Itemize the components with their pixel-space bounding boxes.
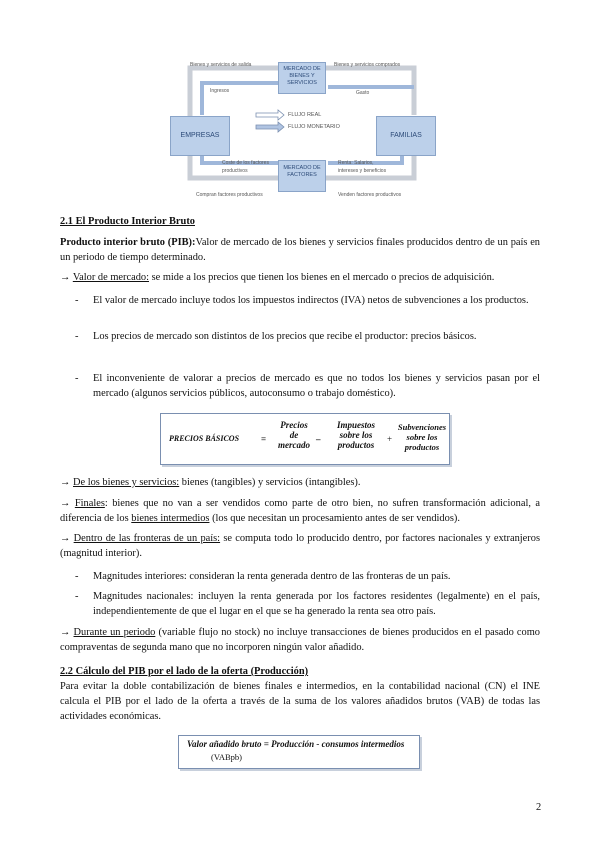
- goods-services-line: [60, 475, 540, 490]
- firms-label: EMPRESAS: [180, 132, 220, 139]
- bullet-text: El valor de mercado incluye todos los impuestos indirectos (IVA) netos de subvenciones a los productos.: [93, 295, 529, 306]
- label-spending: Gasto: [356, 90, 370, 96]
- label-buy-factors: Compran factores productivos: [196, 192, 263, 198]
- page-number: 2: [536, 802, 542, 813]
- pib-term: Producto interior bruto (PIB):: [60, 237, 196, 248]
- formula-text: mercado: [278, 440, 310, 450]
- formula-term-subsidies: [395, 422, 449, 452]
- bullet-text: Los precios de mercado son distintos de los precios que recibe el productor: precios básicos.: [93, 331, 477, 342]
- formula-minus: –: [316, 434, 321, 444]
- arrow-icon: →: [60, 498, 71, 509]
- goods-services-text: bienes (tangibles) y servicios (intangibles).: [179, 477, 361, 488]
- intermediate-goods-term: bienes intermedios: [131, 513, 210, 524]
- legend-monetary-flow: FLUJO MONETARIO: [288, 124, 340, 130]
- label-income: Ingresos: [210, 88, 230, 94]
- label-rent-1: Renta: Salarios,: [338, 160, 374, 166]
- formula-text: Precios: [280, 420, 308, 430]
- formula-text: Impuestos: [336, 420, 375, 430]
- formula-plus: +: [387, 434, 393, 444]
- label-top-left: Bienes y servicios de salida: [190, 62, 252, 68]
- bullet-item: [75, 293, 540, 308]
- section-2-2-paragraph: Para evitar la doble contabilización de bienes finales e intermedios, en la contabilidad nacional (CN) el INE calcula el PIB por el lado de la oferta a través de la suma de los valores añadidos brutos (VAB) de todas las actividades económicas.: [60, 681, 540, 722]
- bullet-item: [75, 329, 540, 344]
- factor-market-box: [278, 160, 326, 192]
- legend-real-flow: FLUJO REAL: [288, 112, 322, 118]
- formula-text: productos: [337, 440, 375, 450]
- final-goods-text: : bienes que no van a ser vendidos como parte de otro bien, no sufren transformación adicional, a diferencia de los: [60, 498, 540, 524]
- borders-label: Dentro de las fronteras de un país:: [73, 533, 221, 544]
- bullet-item: [75, 371, 540, 399]
- dash-marker: -: [75, 571, 79, 582]
- arrow-icon: →: [60, 477, 71, 488]
- vab-formula-line: Valor añadido bruto = Producción - consumos intermedios: [187, 739, 405, 749]
- period-para: [60, 625, 540, 655]
- market-value-text: se mide a los precios que tienen los bienes en el mercado o precios de adquisición.: [148, 272, 495, 283]
- section-2-2-heading-text: 2.2 Cálculo del PIB por el lado de la oferta (Producción): [60, 666, 309, 677]
- dash-marker: -: [75, 295, 79, 306]
- label-factor-cost-1: Coste de los factores: [222, 160, 269, 166]
- goods-market-box: [278, 62, 326, 94]
- section-2-2-heading: [60, 664, 308, 679]
- market-value-label: Valor de mercado:: [72, 272, 149, 283]
- formula-equals: =: [261, 434, 267, 444]
- pib-definition-text: Valor de mercado de los bienes y servicios finales producidos dentro de un país en un periodo de tiempo determinado.: [60, 237, 540, 263]
- borders-para: [60, 531, 540, 561]
- borders-text: se computa todo lo producido dentro, por factores nacionales y extranjeros (magnitud interior).: [60, 533, 540, 559]
- section-2-1-heading: [60, 214, 195, 229]
- final-goods-label: Finales: [74, 498, 105, 509]
- firms-box: [170, 116, 230, 156]
- label-factor-cost-2: productivos: [222, 168, 248, 174]
- dash-marker: -: [75, 373, 79, 384]
- pib-definition: [60, 235, 540, 265]
- final-goods-para: [60, 496, 540, 526]
- bullet-text: Magnitudes nacionales: incluyen la renta generada por los factores residentes (legalmente) en el país, independientemente de que el lugar en el que se ha generado la renta sea otro país.: [93, 591, 540, 617]
- formula-text: Subvenciones: [397, 422, 447, 432]
- final-goods-text-end: (los que necesitan un procesamiento antes de ser vendidos).: [209, 513, 460, 524]
- bullet-text: Magnitudes interiores: consideran la renta generada dentro de las fronteras de un país.: [93, 571, 451, 582]
- bullet-item: [75, 589, 540, 617]
- formula-term-market-prices: [273, 420, 315, 450]
- label-top-right: Bienes y servicios comprados: [334, 62, 401, 68]
- formula-text: sobre los: [339, 430, 373, 440]
- vab-formula: [178, 735, 420, 769]
- families-box: [376, 116, 436, 156]
- vab-formula-subscript: (VABpb): [211, 752, 243, 762]
- formula-text: sobre los: [406, 432, 438, 442]
- families-label: FAMILIAS: [390, 132, 422, 139]
- market-value-line: [60, 270, 540, 285]
- formula-text: de: [289, 430, 299, 440]
- formula-text: productos: [404, 442, 440, 452]
- label-sell-factors: Venden factores productivos: [338, 192, 402, 198]
- label-rent-2: intereses y beneficios: [338, 168, 387, 174]
- bullet-item: [75, 569, 540, 584]
- arrow-icon: →: [60, 627, 71, 638]
- formula-lhs: PRECIOS BÁSICOS: [169, 434, 240, 443]
- period-label: Durante un periodo: [73, 627, 156, 638]
- bullet-text: El inconveniente de valorar a precios de mercado es que no todos los bienes y servicios pasan por el mercado (algunos servicios públicos, autoconsumo o trabajo doméstico).: [93, 373, 540, 399]
- section-2-1-heading-text: 2.1 El Producto Interior Bruto: [60, 216, 195, 227]
- arrow-icon: →: [60, 533, 71, 544]
- formula-term-taxes: [327, 420, 385, 450]
- goods-services-label: De los bienes y servicios:: [73, 477, 180, 488]
- factor-market-label: MERCADO DE FACTORES: [283, 165, 321, 178]
- dash-marker: -: [75, 591, 79, 602]
- goods-market-label: MERCADO DE BIENES Y SERVICIOS: [283, 66, 321, 86]
- dash-marker: -: [75, 331, 79, 342]
- period-text: (variable flujo no stock) no incluye transacciones de bienes producidos en el pasado como compraventas de segunda mano que no incorporen ningún valor añadido.: [60, 627, 540, 653]
- basic-prices-formula: [160, 413, 450, 465]
- arrow-icon: →: [60, 272, 71, 283]
